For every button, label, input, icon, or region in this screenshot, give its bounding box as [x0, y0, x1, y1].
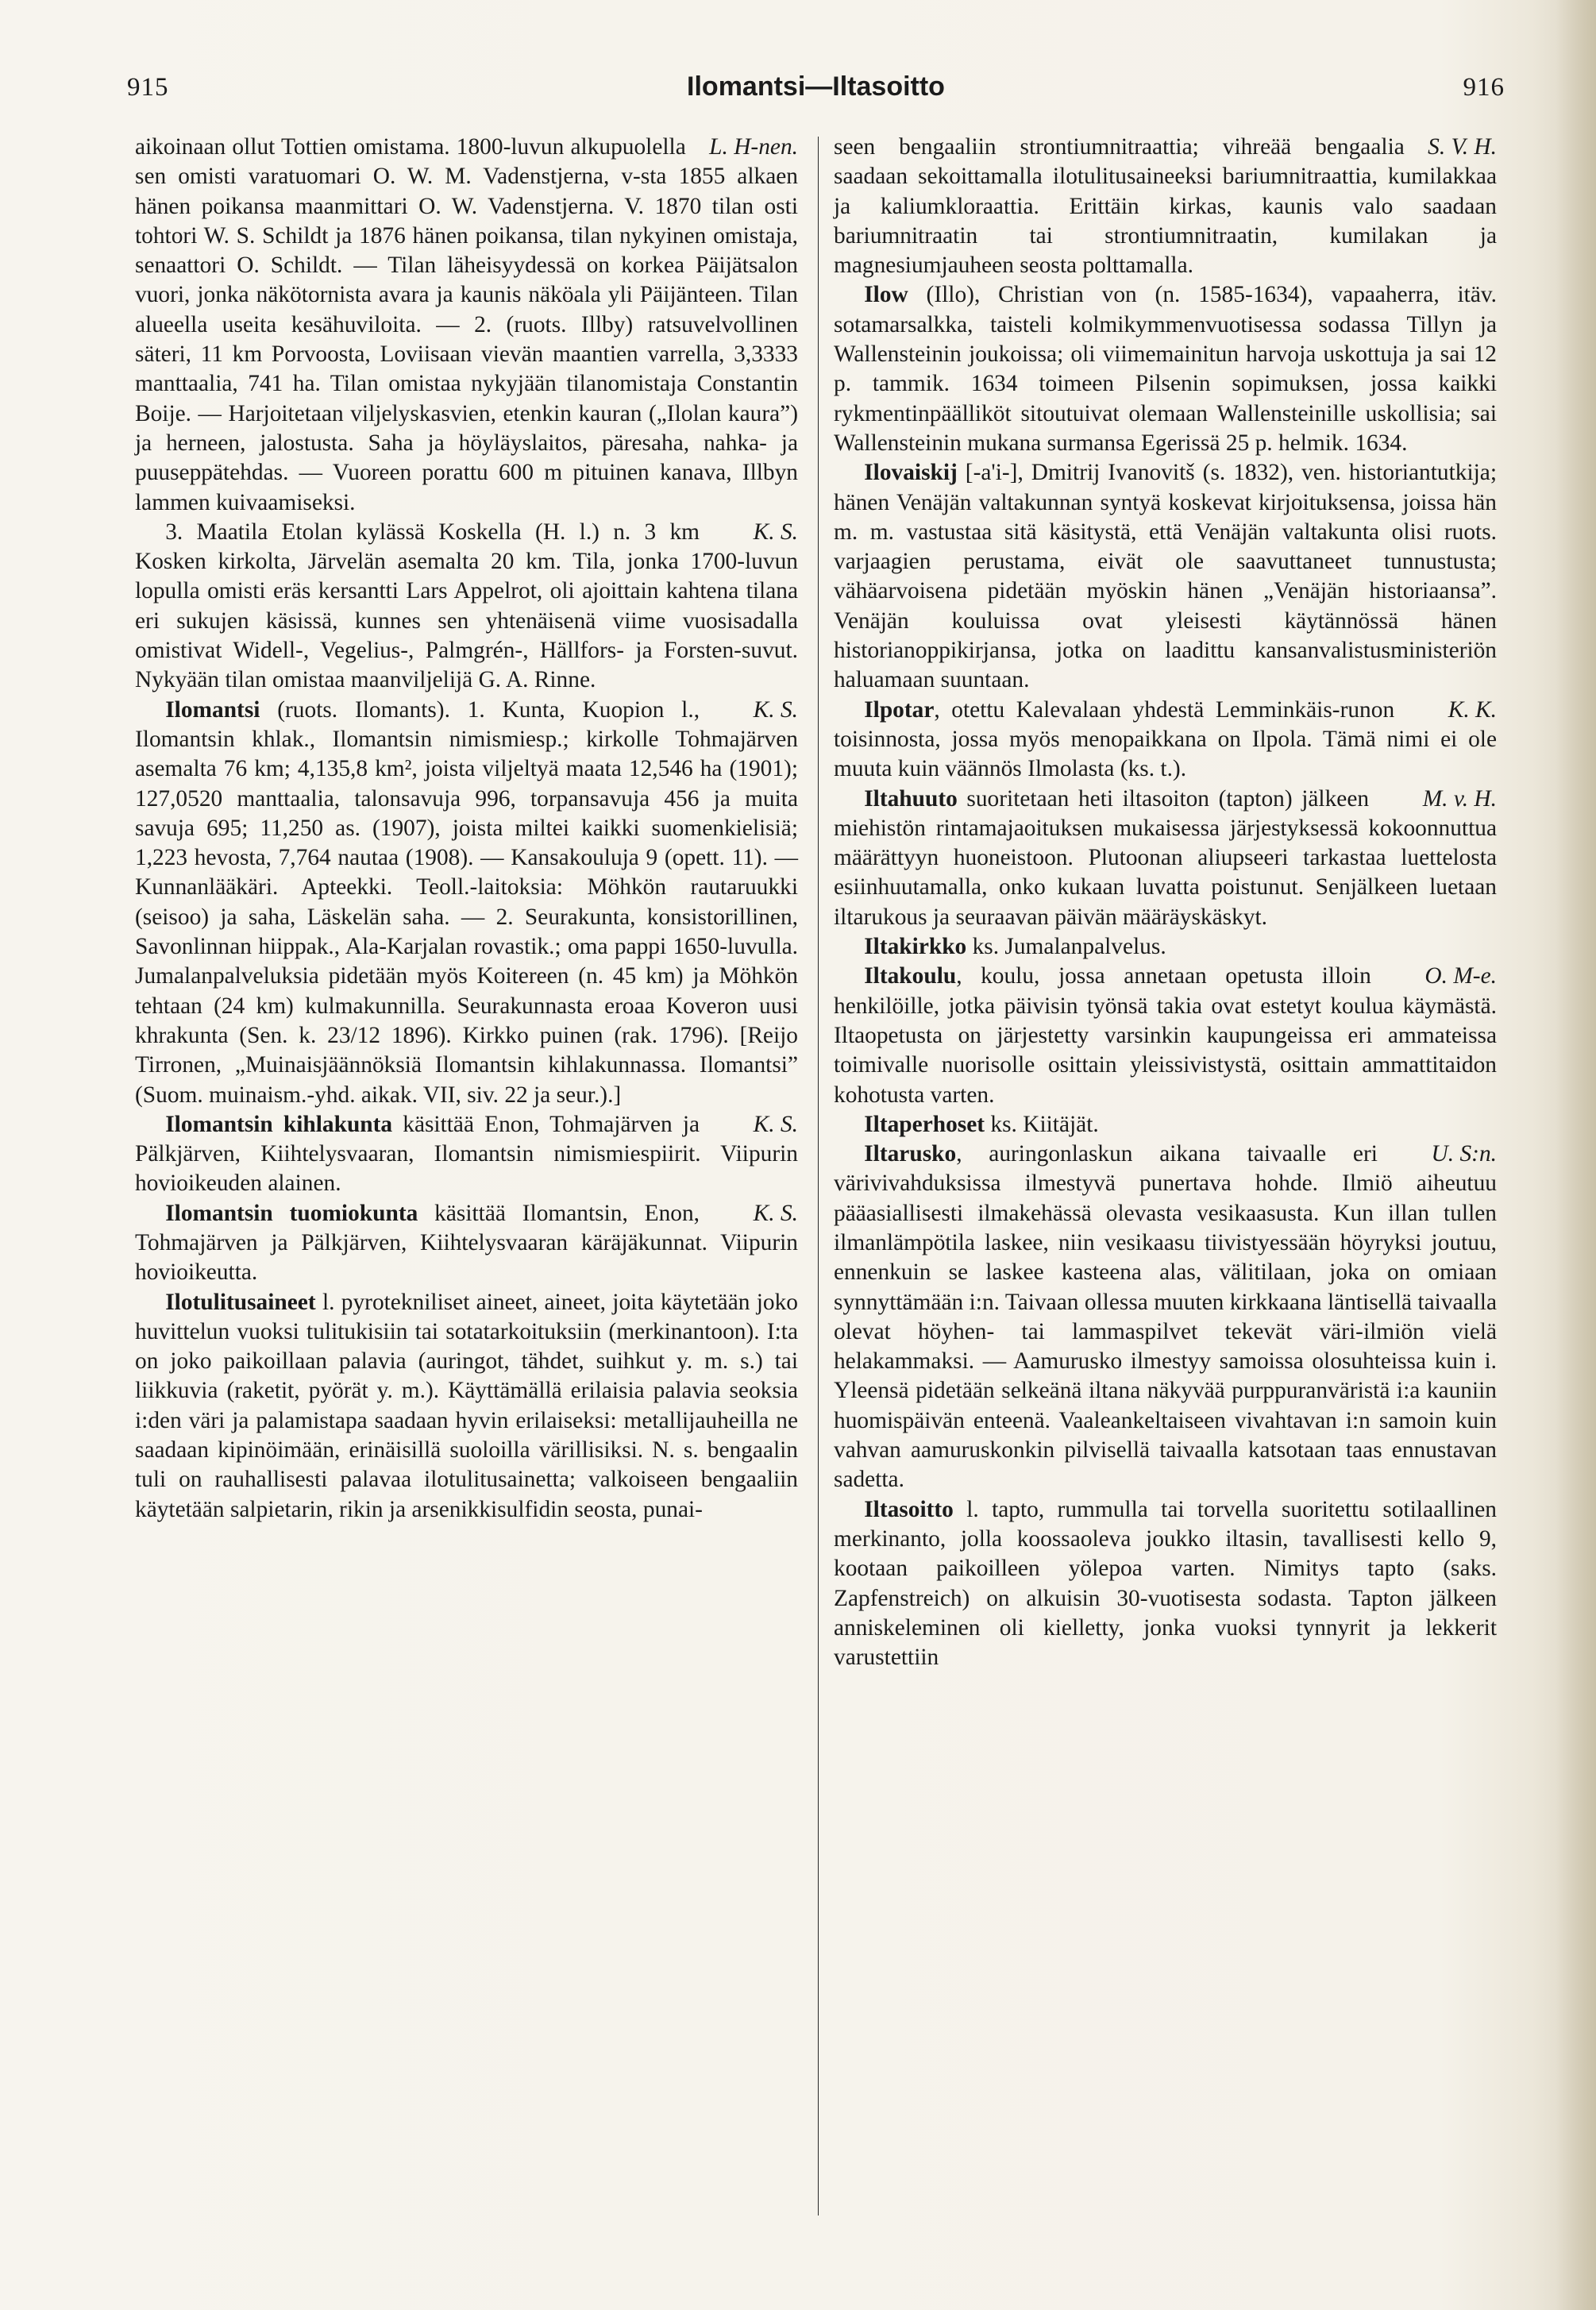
column-divider	[818, 137, 819, 2216]
author-signature: O. M-e.	[1424, 963, 1497, 989]
entry-headword: Iltakoulu	[864, 963, 957, 989]
entry-text: l. tapto, rummulla tai torvella suoritettu sotilaallinen merkinanto, jolla koossaoleva joukko iltasin, tavallisesti kello 9, kootaan paikoilleen yölepoa varten. Nimitys tapto (saks. Zapfenstreich) on alkuisin 30-vuotisesta sodasta. Tapton jälkeen anniskeleminen oli kielletty, jonka vuoksi tynnyrit ja lekkerit varustettiin	[834, 1496, 1497, 1671]
encyclopedia-entry	[135, 1110, 798, 1199]
entry-text: 3. Maatila Etolan kylässä Koskella (H. l.) n. 3 km Kosken kirkolta, Järvelän asemalta 20 km. Tila, jonka 1700-luvun lopulla omisti eräs kersantti Lars Appelrot, oli ajoittain kahtena tilana eri sukujen käsissä, kunnes sen yhtenäisenä viime vuosisadalla omistivat Widell-, Vegelius-, Palmgrén-, Hällfors- ja Forsten-suvut. Nykyään tilan omistaa maanviljelijä G. A. Rinne.	[135, 519, 798, 693]
encyclopedia-entry	[834, 1140, 1497, 1495]
entry-text: , auringonlaskun aikana taivaalle eri värivivahduksissa ilmestyvä punertava hohde. Ilmiö aiheutuu pääasiallisesti ilmakehässä olevasta vesikaasusta. Kun illan tullen ilmanlämpötila laskee, niin vesikaasu tiivistyessään höyryksi joutuu, ennenkuin se laskee kasteena alas, välitilaan, joka on omiaan synnyttämään i:n. Taivaan ollessa muuten kirkkaana läntisellä taivaalla olevat höyhen- tai lammaspilvet tekevät väri-ilmiön vielä helakammaksi. — Aamurusko ilmestyy samoissa olosuhteissa kuin i. Yleensä pidetään selkeänä iltana näkyvää purppuranväristä i:a kauniin huomispäivän enteenä. Vaaleankeltaiseen vivahtavan i:n samoin kuin vahvan aamuruskonkin pilvisellä taivaalla katsotaan taas ennustavan sadetta.	[834, 1141, 1497, 1493]
author-signature: S. V. H.	[1428, 134, 1497, 160]
entry-headword: Iltarusko	[864, 1141, 957, 1167]
author-signature: U. S:n.	[1431, 1141, 1497, 1167]
encyclopedia-entry	[135, 1199, 798, 1288]
author-signature: K. K.	[1448, 696, 1497, 723]
entry-text: , koulu, jossa annetaan opetusta illoin henkilöille, jotka päivisin työnsä takia ovat estetyt koulua käymästä. Iltaopetusta on järjestetty varsinkin kaupungeissa eri ammateissa toimivalle nuorisolle osittain yleissivistystä, osittain ammattitaidon kohotusta varten.	[834, 963, 1497, 1108]
entry-paragraph	[135, 518, 798, 696]
author-signature: K. S.	[753, 1111, 798, 1137]
entry-headword: Ilpotar	[864, 696, 935, 723]
encyclopedia-entry	[834, 932, 1497, 962]
entry-text: [-a'i-], Dmitrij Ivanovitš (s. 1832), ven. historiantutkija; hänen Venäjän valtakunnan syntyä koskevat kirjoituksensa, joissa hän m. m. vastustaa sitä käsitystä, että Venäjän valtakunta olisi ruots. varjaagien perustama, eivät ole saavuttaneet tunnustusta; vähäarvoisena pidetään myöskin hänen „Venäjän historiaansa”. Venäjän kouluissa ovat yleisesti käytännössä hänen historianoppikirjansa, jotka on laadittu kansanvalistusministeriön haluamaan suuntaan.	[834, 460, 1497, 693]
entry-text: seen bengaaliin strontiumnitraattia; vihreää bengaalia saadaan sekoittamalla ilotulitusaineeksi bariumnitraattia, kumilakkaa ja kaliumkloraattia. Erittäin kirkas, kaunis valo saadaan bariumnitraatin tai strontiumnitraatin, kumilakan ja magnesiumjauheen seosta polttamalla.	[834, 134, 1497, 279]
page-number-right: 916	[1463, 73, 1505, 102]
encyclopedia-entry	[834, 962, 1497, 1109]
page-number-left: 915	[127, 73, 169, 102]
entry-text: käsittää Enon, Tohmajärven ja Pälkjärven, Kiihtelysvaaran, Ilomantsin nimismiespiirit. Viipurin hovioikeuden alainen.	[135, 1111, 798, 1197]
entry-headword: Iltakirkko	[864, 934, 967, 960]
encyclopedia-entry	[834, 280, 1497, 458]
encyclopedia-entry	[834, 458, 1497, 695]
entry-text: , otettu Kalevalaan yhdestä Lemminkäis-runon toisinnosta, jossa myös menopaikkana on Ilpola. Tämä nimi ei ole muuta kuin väännös Ilmolasta (ks. t.).	[834, 696, 1497, 782]
right-column	[834, 133, 1497, 1672]
encyclopedia-entry	[135, 1288, 798, 1525]
encyclopedia-entry	[834, 1495, 1497, 1673]
entry-text: aikoinaan ollut Tottien omistama. 1800-luvun alkupuolella sen omisti varatuomari O. W. M. Vadenstjerna, v-sta 1855 alkaen hänen poikansa maanmittari O. W. Vadenstjerna. V. 1870 tilan osti tohtori W. S. Schildt ja 1876 hänen poikansa, tilan nykyinen omistaja, senaattori O. Schildt. — Tilan läheisyydessä on korkea Päijätsalon vuori, jonka näkötornista avara ja kaunis näköala yli Päijänteen. Tilan alueella useita kesähuviloita. — 2. (ruots. Illby) ratsuvelvollinen säteri, 11 km Porvoosta, Loviisaan vievän maantien varrella, 3,3333 manttaalia, 741 ha. Tilan omistaa nykyjään tilanomistaja Constantin Boije. — Harjoitetaan viljelyskasvien, etenkin kauran („Ilolan kaura”) ja herneen, jalostusta. Saha ja höyläyslaitos, päresaha, nahka- ja puuseppätehdas. — Vuoreen porattu 600 m pituinen kanava, Illbyn lammen kuivaamiseksi.	[135, 134, 798, 515]
encyclopedia-entry	[135, 696, 798, 1110]
entry-headword: Ilovaiskij	[864, 460, 958, 486]
author-signature: K. S.	[753, 1200, 798, 1226]
entry-headword: Ilomantsin tuomiokunta	[165, 1200, 418, 1226]
entry-headword: Iltasoitto	[864, 1496, 954, 1522]
entry-text: suoritetaan heti iltasoiton (tapton) jälkeen miehistön rintamajaoituksen mukaisessa järjestyksessä kokoonnuttua määrättyyn huoneistoon. Plutoonan aliupseeri tarkastaa luettelosta esiinhuutamalla, onko kukaan luvatta poistunut. Senjälkeen luetaan iltarukous ja seuraavan päivän määräyskäskyt.	[834, 785, 1497, 930]
page-edge-shadow	[1556, 0, 1596, 2310]
entry-paragraph	[834, 133, 1497, 280]
entry-text: (ruots. Ilomants). 1. Kunta, Kuopion l., Ilomantsin khlak., Ilomantsin nimismiesp.; kirkolle Tohmajärven asemalta 76 km; 4,135,8 km², joista viljeltyä maata 12,546 ha (1901); 127,0520 manttaalia, talonsavuja 996, torpansavuja 456 ja muita savuja 695; 11,250 as. (1907), joista miltei kaikki suomenkielisiä; 1,223 hevosta, 7,764 nautaa (1908). — Kansakouluja 9 (opett. 11). — Kunnanlääkäri. Apteekki. Teoll.-laitoksia: Möhkön rautaruukki (seisoo) ja saha, Läskelän saha. — 2. Seurakunta, konsistorillinen, Savonlinnan hiippak., Ala-Karjalan rovastik.; oma pappi 1650-luvulla. Jumalanpalveluksia pidetään myös Koitereen (n. 45 km) ja Möhkön tehtaan (24 km) kulmakunnilla. Seurakunnasta eroaa Koveron uusi khrakunta (Sen. k. 23/12 1896). Kirkko puinen (rak. 1796). [Reijo Tirronen, „Muinaisjäännöksiä Ilomantsin kihlakunnassa. Ilomantsi” (Suom. muinaism.-yhd. aikak. VII, siv. 22 ja seur.).]	[135, 696, 798, 1108]
entry-headword: Ilomantsi	[165, 696, 260, 723]
running-title: Ilomantsi—Iltasoitto	[687, 71, 945, 102]
author-signature: M. v. H.	[1422, 785, 1497, 812]
entry-text: käsittää Ilomantsin, Enon, Tohmajärven ja Pälkjärven, Kiihtelysvaaran käräjäkunnat. Viipurin hovioikeutta.	[135, 1200, 798, 1286]
encyclopedia-entry	[834, 1110, 1497, 1140]
entry-headword: Iltahuuto	[864, 785, 958, 812]
author-signature: K. S.	[753, 519, 798, 545]
entry-headword: Ilow	[864, 282, 908, 308]
entry-paragraph	[135, 133, 798, 518]
encyclopedia-entry	[834, 785, 1497, 932]
entry-text: l. pyrotekniliset aineet, aineet, joita käytetään joko huvittelun vuoksi tulitukisiin tai sotatarkoituksiin (merkinantoon). I:ta on joko paikoillaan palavia (auringot, tähdet, suihkut y. m. s.) tai liikkuvia (raketit, pyörät y. m.). Käyttämällä erilaisia palavia seoksia i:den väri ja palamistapa saadaan hyvin erilaiseksi: metallijauheilla ne saadaan kipinöimään, erinäisillä suoloilla värillisiksi. N. s. bengaalin tuli on rauhallisesti palavaa ilotulitusainetta; valkoiseen bengaaliin käytetään salpietarin, rikin ja arsenikkisulfidin seosta, punai-	[135, 1289, 798, 1522]
encyclopedia-entry	[834, 696, 1497, 785]
author-signature: K. S.	[753, 696, 798, 723]
entry-headword: Iltaperhoset	[864, 1111, 985, 1137]
entry-headword: Ilomantsin kihlakunta	[165, 1111, 393, 1137]
left-column	[135, 133, 798, 1525]
entry-text: ks. Kiitäjät.	[985, 1111, 1099, 1137]
page-header	[127, 73, 1505, 113]
entry-headword: Ilotulitusaineet	[165, 1289, 316, 1315]
entry-text: (Illo), Christian von (n. 1585-1634), vapaaherra, itäv. sotamarsalkka, taisteli kolmikymmenvuotisessa sodassa Tillyn ja Wallensteinin joukoissa; oli viimemainitun harvoja uskottuja ja sai 12 p. tammik. 1634 toimeen Pilsenin sopimuksen, jossa kaikki rykmentinpäälliköt sitoutuivat olemaan Wallensteinille uskollisia; sai Wallensteinin mukana surmansa Egerissä 25 p. helmik. 1634.	[834, 282, 1497, 456]
entry-text: ks. Jumalanpalvelus.	[966, 934, 1166, 960]
author-signature: L. H-nen.	[709, 134, 798, 160]
